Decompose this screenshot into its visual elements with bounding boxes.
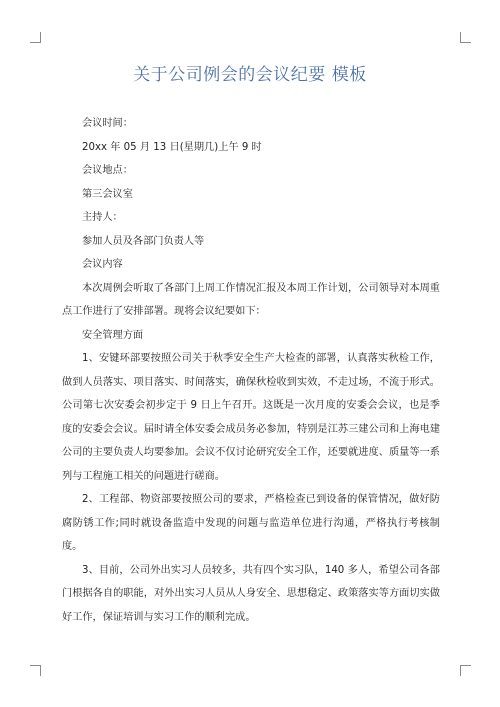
item-1-paragraph: 1、安键环部要按照公司关于秋季安全生产大检查的部署，认真落实秋检工作，做到人员落实、项目落实、时间落实，确保秋检收到实效，不走过场，不流于形式。公司第七次安委会初步定于 9 日上午召开。这既是一次月度的安委会会议，也是季度的安委会会议。届时请全体安委会成员务必参加，特别是江苏三建公司和上海电建公司的主要负责人均要参加。会议不仅讨论研究安全工作，还要就进度、质量等一系列与工程施工相关的问题进行磋商。: [62, 353, 440, 482]
item-3-paragraph: 3、目前，公司外出实习人员较多，共有四个实习队，140 多人，希望公司各部门根据各自的职能，对外出实习人员从人身安全、思想稳定、政策落实等方面切实做好工作，保证培训与实习工作的顺利完成。: [62, 564, 440, 623]
meeting-time-label: 会议时间：: [82, 118, 133, 129]
item-2-paragraph: 2、工程部、物资部要按照公司的要求，严格检查已到设备的保管情况，做好防腐防锈工作;同时就设备监造中发现的问题与监造单位进行沟通，严格执行考核制度。: [62, 494, 440, 552]
intro-paragraph: 本次周例会听取了各部门上周工作情况汇报及本周工作计划，公司领导对本周重点工作进行了安排部署。现将会议纪要如下：: [62, 282, 440, 317]
document-body: [62, 112, 440, 629]
attendees-line: 参加人员及各部门负责人等: [82, 235, 205, 247]
host-label: 主持人：: [82, 212, 123, 223]
crop-mark-bottom-right: [460, 665, 471, 676]
document-title: 关于公司例会的会议纪要 模板: [133, 65, 367, 85]
meeting-place-value: 第三会议室: [82, 188, 133, 200]
crop-mark-bottom-left: [30, 665, 41, 676]
crop-mark-top-right: [460, 32, 471, 43]
meeting-place-label: 会议地点：: [82, 165, 133, 176]
meeting-time-value: 20xx 年 05 月 13 日(星期几)上午 9 时: [82, 141, 262, 153]
section-heading: 安全管理方面: [82, 329, 144, 341]
crop-mark-top-left: [30, 32, 41, 43]
content-heading: 会议内容: [82, 259, 123, 270]
